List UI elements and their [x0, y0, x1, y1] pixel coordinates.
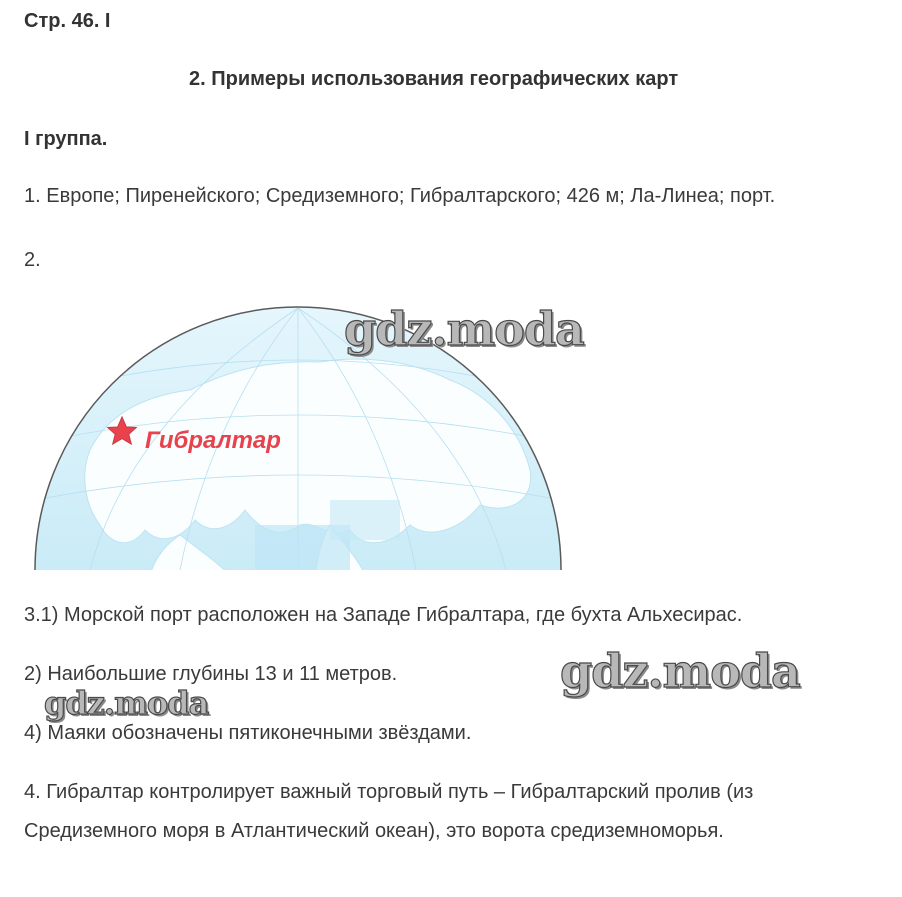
- watermark-logo: gdz.moda: [560, 644, 800, 698]
- section-title: 2. Примеры использования географических карт: [189, 68, 679, 90]
- answer-3-2: 2) Наибольшие глубины 13 и 11 метров.: [24, 663, 398, 685]
- answer-1: 1. Европе; Пиренейского; Средиземного; Гибралтарского; 426 м; Ла-Линеа; порт.: [24, 185, 776, 207]
- answer-2-number: 2.: [24, 249, 41, 271]
- group-title: I группа.: [24, 128, 108, 150]
- map-label-gibraltar: Гибралтар: [145, 427, 281, 454]
- watermark-logo: gdz.moda: [44, 684, 209, 722]
- answer-3-1: 3.1) Морской порт расположен на Западе Гибралтара, где бухта Альхесирас.: [24, 604, 743, 626]
- sea-patch: [330, 500, 400, 540]
- answer-4-line-2: Средиземного моря в Атлантический океан), это ворота средиземноморья.: [24, 820, 724, 842]
- answer-4-line-1: 4. Гибралтар контролирует важный торговый путь – Гибралтарский пролив (из: [24, 781, 754, 803]
- page-reference: Стр. 46. I: [24, 10, 111, 32]
- answer-3-4: 4) Маяки обозначены пятиконечными звёздами.: [24, 722, 472, 744]
- watermark-logo: gdz.moda: [344, 302, 584, 356]
